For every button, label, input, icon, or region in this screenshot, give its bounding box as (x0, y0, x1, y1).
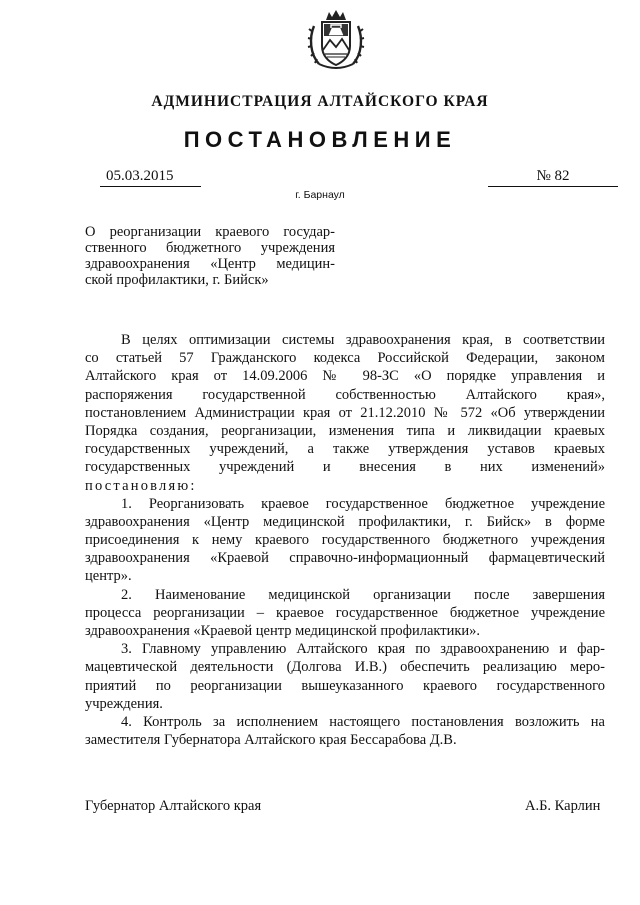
body-line-decree: постановляю: (85, 477, 197, 494)
body-line: здравоохранения «Центр медицинской профилактики, г. Бийск» в форме (85, 513, 605, 530)
body-line: мацевтической деятельности (Долгова И.В.) обеспечить реализацию меро- (85, 659, 605, 676)
signatory-position: Губернатор Алтайского края (85, 798, 262, 814)
subject-line: здравоохранения «Центр медицин- (85, 256, 335, 272)
document-subject (85, 224, 335, 288)
body-line: 1. Реорганизовать краевое государственное бюджетное учреждение (121, 495, 605, 512)
document-type-title: ПОСТАНОВЛЕНИЕ (183, 127, 457, 152)
body-line: учреждения. (85, 695, 163, 712)
body-line: здравоохранения «Краевой справочно-информационный фармацевтический (85, 550, 605, 567)
body-line: государственных учреждений, а также утверждения уставов краевых (85, 441, 605, 458)
body-line: Порядка создания, реорганизации, изменения типа и ликвидации краевых (85, 422, 605, 439)
body-line: 3. Главному управлению Алтайского края по здравоохранению и фар- (121, 641, 605, 658)
organization-name: АДМИНИСТРАЦИЯ АЛТАЙСКОГО КРАЯ (151, 93, 489, 110)
document-number: № 82 (488, 168, 618, 187)
signatory-name: А.Б. Карлин (525, 798, 601, 814)
body-line: распоряжения государственной собственностью Алтайского края», (85, 386, 605, 403)
body-line: В целях оптимизации системы здравоохранения края, в соответствии (121, 332, 605, 348)
body-line: со статьей 57 Гражданского кодекса Российской Федерации, законом (85, 350, 605, 367)
document-body (85, 331, 605, 749)
body-line: постановлением Администрации края от 21.12.2010 № 572 «Об утверждении (85, 404, 605, 421)
coat-of-arms-icon (307, 6, 365, 76)
body-line: Алтайского края от 14.09.2006 № 98-ЗС «О порядке управления и (85, 368, 605, 385)
body-line: 4. Контроль за исполнением настоящего постановления возложить на (121, 713, 605, 730)
body-line: процесса реорганизации – краевое государственное бюджетное учреждение (85, 604, 605, 621)
subject-line: О реорганизации краевого государ- (85, 224, 335, 240)
body-line: приятий по реорганизации вышеуказанного краевого государственного (85, 677, 605, 694)
body-line: центр». (85, 568, 132, 585)
document-date: 05.03.2015 (106, 168, 201, 187)
body-line: государственных учреждений и внесения в них изменений» (85, 459, 605, 476)
document-city: г. Барнаул (295, 189, 345, 201)
subject-line: ской профилактики, г. Бийск» (85, 272, 269, 288)
body-line: 2. Наименование медицинской организации после завершения (121, 586, 605, 603)
body-line: здравоохранения «Краевой центр медицинской профилактики». (85, 623, 481, 639)
subject-line: ственного бюджетного учреждения (85, 240, 335, 256)
body-line: заместителя Губернатора Алтайского края Бессарабова Д.В. (85, 732, 457, 749)
body-line: присоединения к нему краевого государственного бюджетного учреждения (85, 532, 605, 549)
